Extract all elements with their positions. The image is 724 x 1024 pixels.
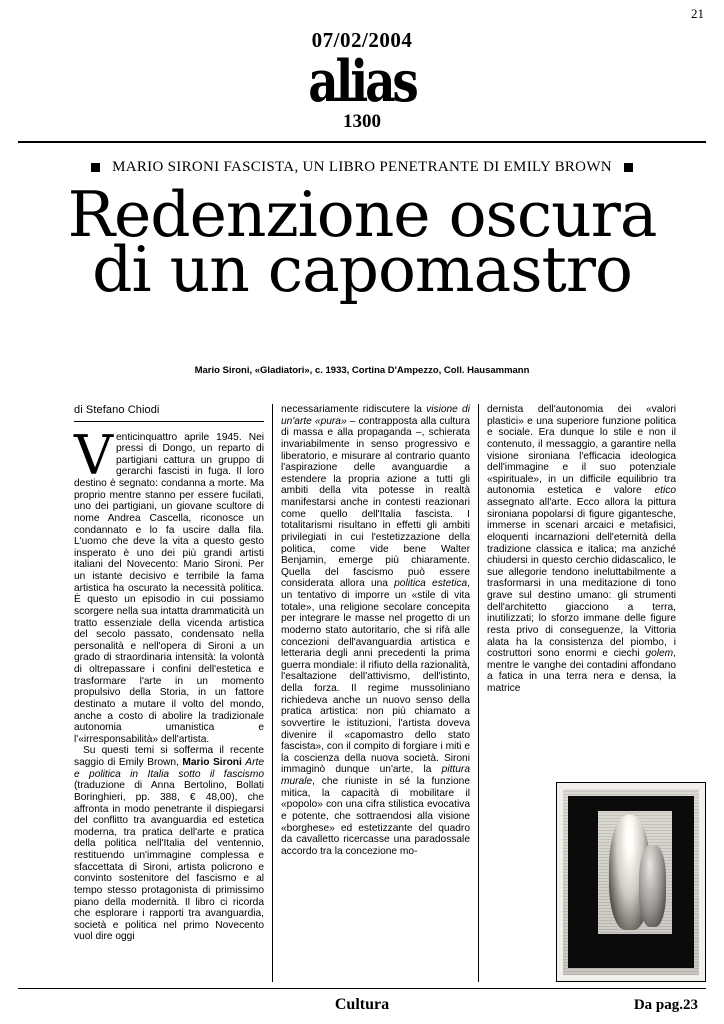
artwork-photo — [556, 782, 706, 982]
alias-logo-text: alias — [308, 47, 416, 115]
byline: di Stefano Chiodi — [74, 404, 264, 422]
paragraph — [74, 745, 264, 943]
artwork-inner — [563, 789, 699, 975]
masthead-divider — [18, 141, 706, 143]
paragraph — [487, 404, 676, 695]
page-title — [18, 178, 706, 306]
article-column-1 — [66, 404, 272, 982]
headline-line-2: di un capomastro — [92, 232, 632, 306]
artwork-dark-band-right — [672, 796, 694, 967]
artwork-dark-band-left — [568, 796, 598, 967]
alias-logo — [267, 47, 457, 115]
article-column-2 — [272, 404, 478, 982]
artwork-dark-band-bottom — [598, 934, 671, 967]
continuation-label: Da pag.23 — [633, 997, 698, 1013]
photo-caption: Mario Sironi, «Gladiatori», c. 1933, Cortina D'Ampezzo, Coll. Hausammann — [194, 365, 530, 377]
paragraph-text: Su questi temi si sofferma il recente saggio di Emily Brown, Mario Sironi Arte e politica in Italia sotto il fascismo (traduzione di Anna Bertolino, Bollati Boringhieri, pp. 388, € 48,00), che affronta in modo penetrante il dispiegarsi del conflitto tra avanguardia ed estetica moderna, tra pratica dell'arte e pratica della politica nell'Italia del ventennio, restituendo un'immagine complessa e sfaccettata di Sironi, artista policrono e convinto sostenitore del fascismo e al tempo stesso protagonista di primissimo piano della modernità. Il libro ci ricorda che esplorare i rapporti tra avanguardia, società e politica nel primo Novecento vuol dire oggi — [74, 745, 264, 943]
headline-line-1: Redenzione oscura — [67, 178, 657, 251]
paragraph-text: enticinquattro aprile 1945. Nei pressi di Dongo, un reparto di partigiani cattura un gruppo di gerarchi fascisti in fuga. Il loro destino è segnato: condanna a morte. Ma proprio mentre stanno per essere fucilati, uno dei partigiani, un giovane scultore di nome Andrea Cascella, riconosce un condannato e lo fa uscire dalla fila. L'uomo che deve la vita a questo gesto insperato è uno dei più grandi artisti italiani del Novecento: Mario Sironi. Per un istante decisivo e terribile la fama artistica ha oscurato la necessità politica. È questo un episodio in cui possiamo scorgere nella sua intatta drammaticità un tratto essenziale della vicenda artistica del secolo passato, condensato nella personalità e nell'opera di Sironi a un grado di straordinaria intensità: la volontà di oltrepassare i confini dell'estetica e trasformare l'arte in un momento propulsivo della Storia, in un fattore destinato a mutare il volto del mondo, anche a costo di abolire la tradizionale autonomia umanistica e l'«irresponsabilità» dell'artista. — [74, 431, 264, 745]
paragraph — [281, 404, 470, 857]
square-bullet-left-icon — [91, 163, 100, 172]
artwork-figure-right — [639, 845, 666, 927]
artwork-dark-band-top — [598, 796, 671, 811]
paragraph — [74, 423, 264, 746]
paragraph-text: dernista dell'autonomia dei «valori plastici» e una superiore funzione politica e sociale. Era dunque lo stile e non il contenuto, il messaggio, a garantire nella visione sironiana l'efficacia ideologica dell'immagine e il suo potenziale «spirituale», in un difficile equilibrio tra autonomia estetica e valore etico assegnato all'arte. Ecco allora la pittura sironiana popolarsi di figure gigantesche, immerse in scenari arcaici e metafisici, eloquenti incarnazioni dell'eternità della tradizione classica e italica; ma anziché chiudersi in questo cerchio didascalico, le sue allegorie tendono ineluttabilmente a trasformarsi in una meditazione di tono grave sul destino umano: gli strumenti dell'architetto giacciono a terra, inutilizzati; lo sforzo immane delle figure resta privo di conseguenze, la Vittoria alata ha la consistenza del piombo, i costruttori sono enormi e ciechi golem, mentre le vanghe dei contadini affondano a fatica in una terra nera e densa, la matrice — [487, 404, 676, 694]
kicker-text: MARIO SIRONI FASCISTA, UN LIBRO PENETRANTE DI EMILY BROWN — [112, 159, 612, 175]
page-footer — [18, 988, 706, 1016]
square-bullet-right-icon — [624, 163, 633, 172]
publication-date: 07/02/2004 — [311, 28, 413, 52]
page-number: 21 — [691, 6, 704, 21]
issue-number: 1300 — [343, 111, 381, 132]
paragraph-text: necessariamente ridiscutere la visione di un'arte «pura» – contrapposta alla cultura di massa e alla propaganda –, schierata invariabilmente in senso progressivo e liberatorio, e misurare al contrario quanto l'aspirazione delle avanguardie a estendere la propria azione a tutti gli ambiti della vita potesse in realtà manifestarsi anche in contesti reazionari come quello dell'Italia fascista. I totalitarismi risultano in effetti gli ambiti privilegiati in cui l'estetizzazione della politica, come vide bene Walter Benjamin, emerge più chiaramente. Quella del fascismo può essere considerata allora una politica estetica, un tentativo di imporre un «stile di vita totale», una religione secolare concepita per integrare le masse nel progetto di un moderno stato autoritario, che si rifà alle concezioni dell'avanguardia artistica e letteraria degli anni precedenti la prima guerra mondiale: il rifiuto della razionalità, l'esaltazione dell'attivismo, dell'istinto, della forza. Il regime mussoliniano richiedeva anche un nuovo senso della pratica artistica: non più chiamato a sovvertire le istituzioni, l'artista doveva divenire il «capomastro dello stato fascista», con il compito di forgiare i miti e la coscienza della nuova società. Sironi immaginò dunque un'arte, la pittura murale, che riuniste in sé la funzione mitica, la capacità di mobilitare il «popolo» con una cifra stilistica evocativa e potente, che sottraendosi alla visione «borghese» ed estetizzante del quadro da cavalletto ricercasse una paradossale accordo tra la concezione mo- — [281, 404, 470, 857]
masthead — [18, 28, 706, 133]
kicker-row — [18, 159, 706, 176]
drop-cap: V — [74, 423, 113, 487]
section-label: Cultura — [334, 996, 390, 1013]
